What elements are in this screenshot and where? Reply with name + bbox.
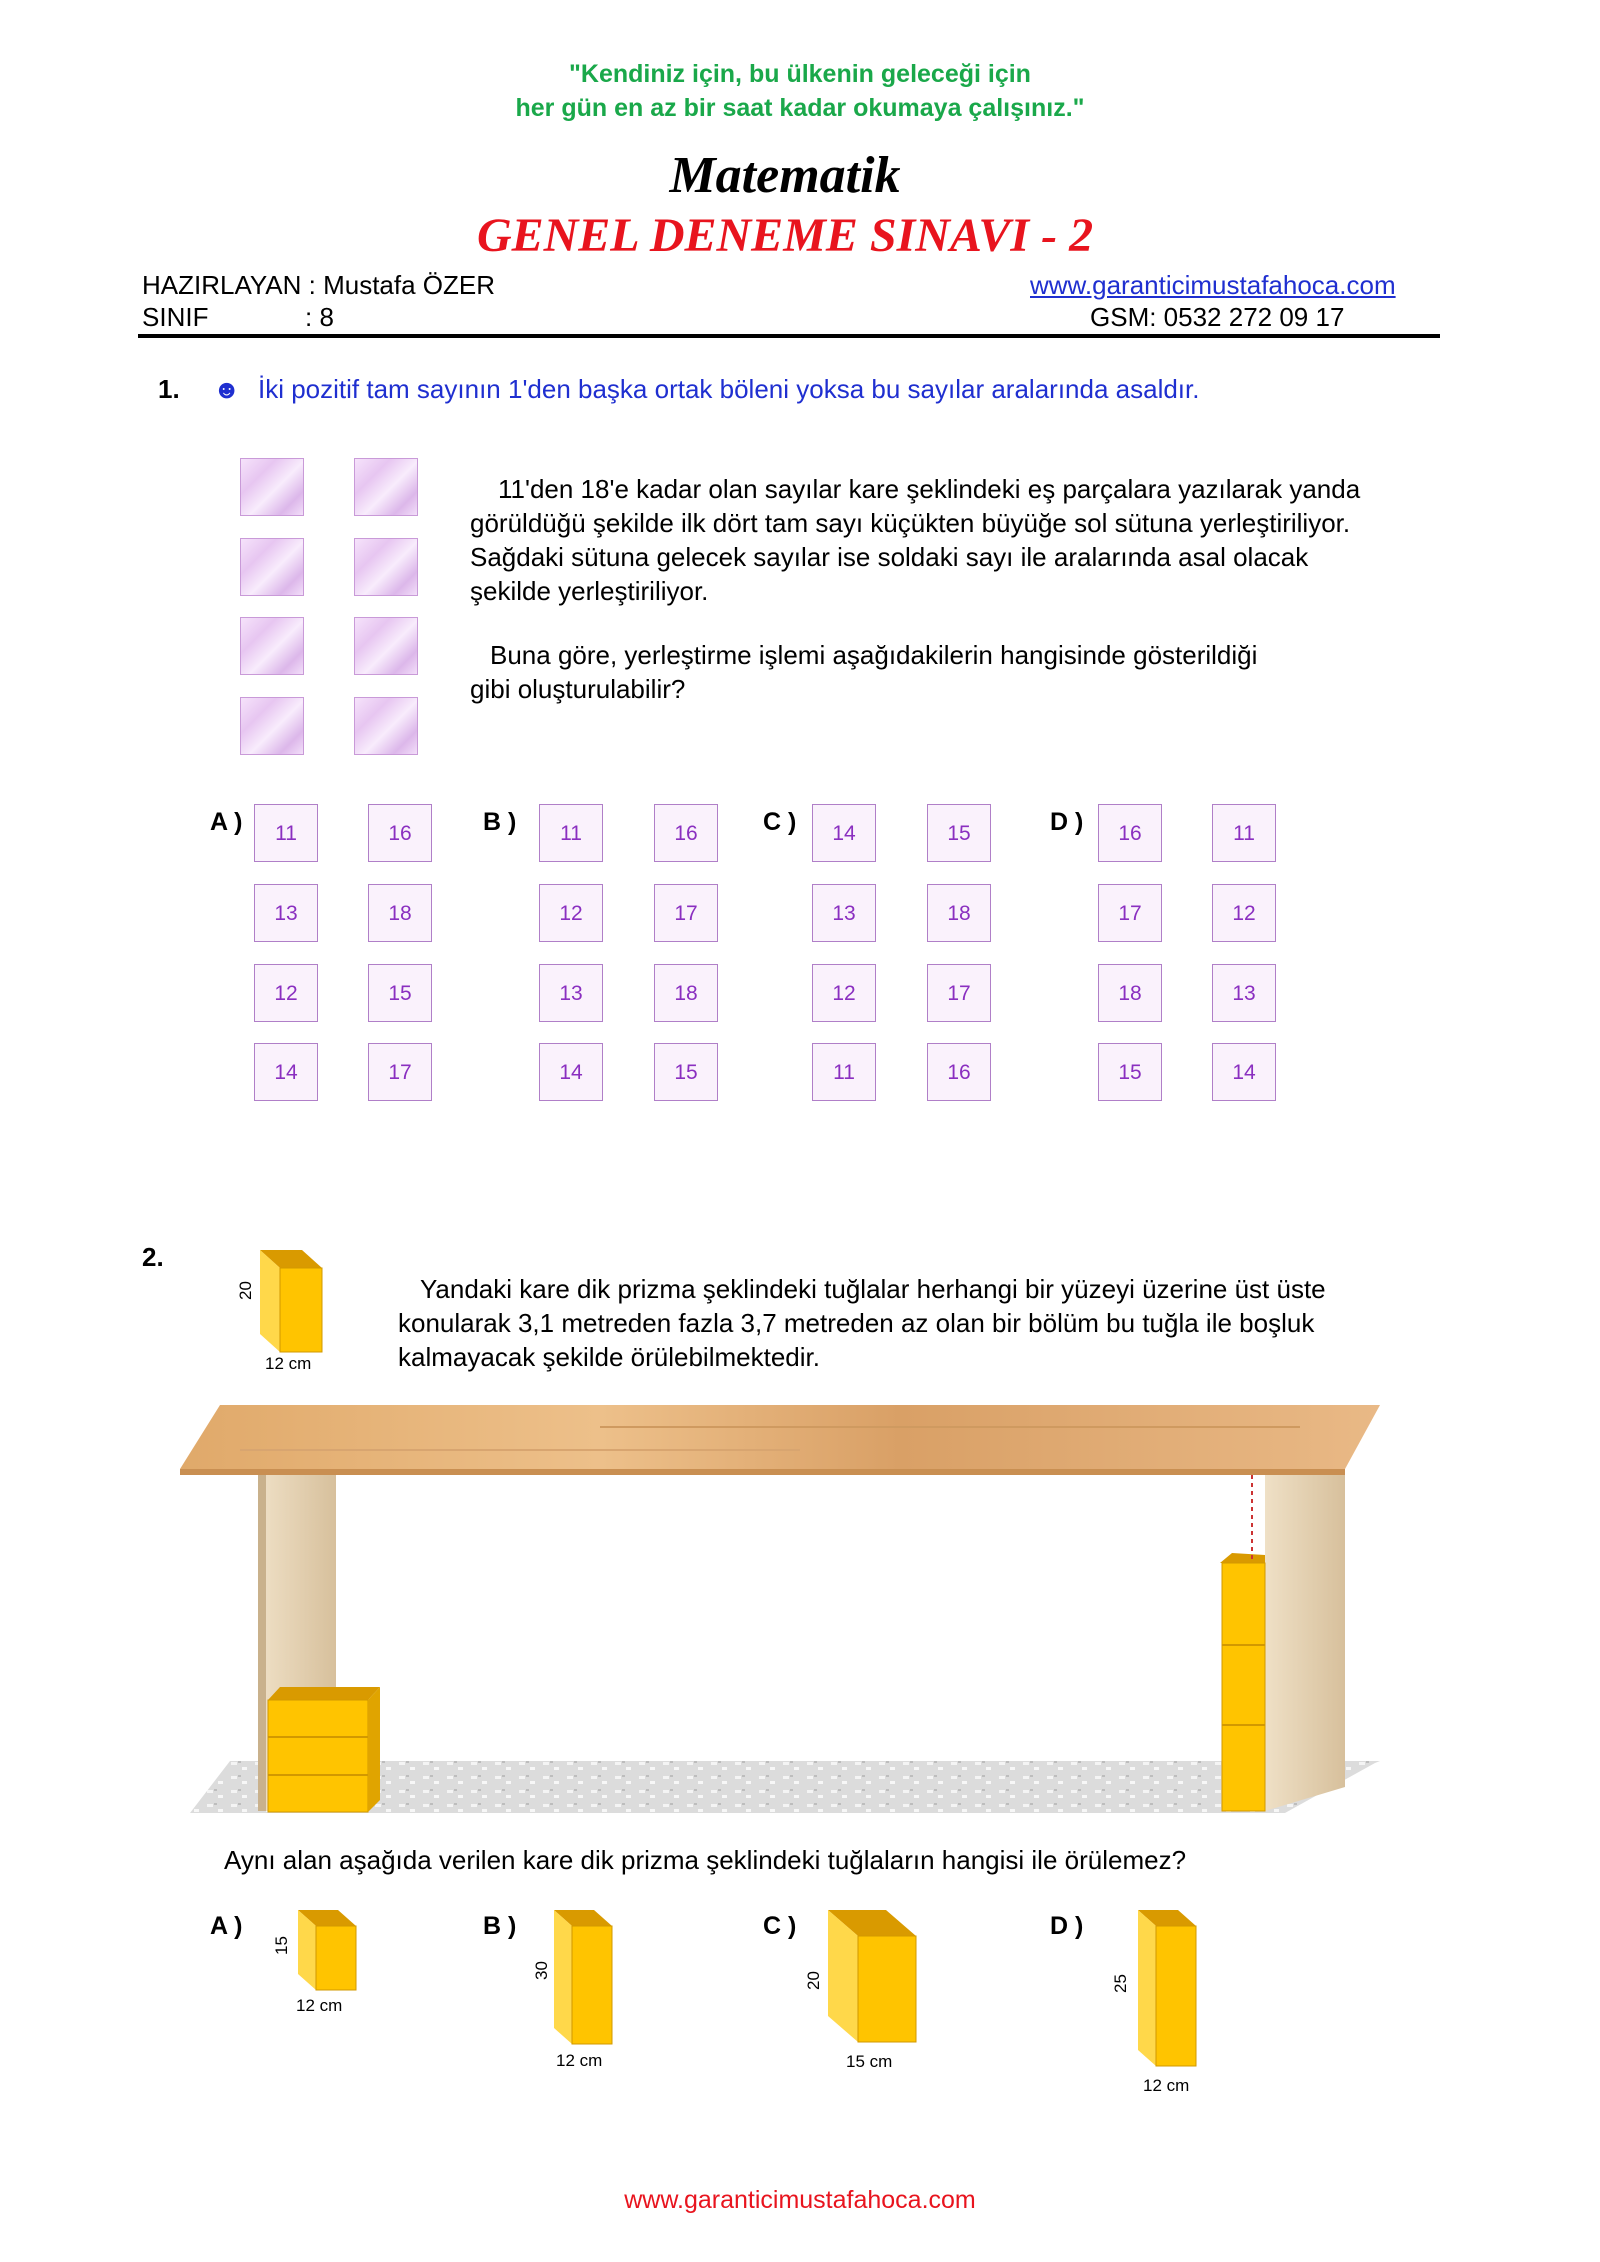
- paragraph-line: şekilde yerleştiriliyor.: [470, 576, 709, 606]
- number-tile: 16: [368, 804, 432, 862]
- sample-brick-icon: [258, 1248, 326, 1354]
- prompt-line: Buna göre, yerleştirme işlemi aşağıdakilerin hangisinde gösterildiği: [490, 640, 1258, 670]
- blank-tile: [240, 697, 304, 755]
- question-1-paragraph: [470, 472, 1430, 608]
- subject-title: Matematik: [669, 147, 901, 204]
- q2-option-b-height: 30: [532, 1961, 551, 1980]
- class-label: SINIF: [142, 302, 209, 332]
- paragraph-line: Sağdaki sütuna gelecek sayılar ise soldaki sayı ile aralarında asal olacak: [470, 542, 1309, 572]
- q2-option-a-label[interactable]: A ): [210, 1912, 243, 1940]
- number-tile: 12: [812, 964, 876, 1022]
- number-tile: 11: [254, 804, 318, 862]
- blank-tile: [240, 538, 304, 596]
- number-tile: 17: [1098, 884, 1162, 942]
- number-tile: 14: [254, 1043, 318, 1101]
- prompt-line: gibi oluşturulabilir?: [470, 674, 686, 704]
- number-tile: 16: [1098, 804, 1162, 862]
- number-tile: 18: [368, 884, 432, 942]
- motto-line-1: "Kendiniz için, bu ülkenin geleceği için: [569, 60, 1031, 88]
- q2-option-b-brick-icon[interactable]: [552, 1908, 614, 2046]
- number-tile: 15: [927, 804, 991, 862]
- q1-option-a-label[interactable]: A ): [210, 808, 243, 836]
- q2-option-d-width: 12 cm: [1143, 2076, 1190, 2095]
- number-tile: 12: [1212, 884, 1276, 942]
- sample-brick-height: 20: [236, 1281, 255, 1300]
- number-tile: 15: [1098, 1043, 1162, 1101]
- number-tile: 17: [368, 1043, 432, 1101]
- sample-brick-width: 12 cm: [265, 1354, 312, 1373]
- footer-website-link[interactable]: www.garanticimustafahoca.com: [624, 2186, 976, 2214]
- q2-option-d-label[interactable]: D ): [1050, 1912, 1084, 1940]
- number-tile: 16: [654, 804, 718, 862]
- number-tile: 13: [254, 884, 318, 942]
- number-tile: 18: [927, 884, 991, 942]
- paragraph-line: 11'den 18'e kadar olan sayılar kare şeklindeki eş parçalara yazılarak yanda: [498, 474, 1361, 504]
- q2-option-a-width: 12 cm: [296, 1996, 343, 2015]
- number-tile: 18: [1098, 964, 1162, 1022]
- exam-title: GENEL DENEME SINAVI - 2: [476, 209, 1094, 262]
- paragraph-line: kalmayacak şekilde örülebilmektedir.: [398, 1342, 820, 1372]
- paragraph-line: Yandaki kare dik prizma şeklindeki tuğlalar herhangi bir yüzeyi üzerine üst üste: [420, 1274, 1326, 1304]
- number-tile: 18: [654, 964, 718, 1022]
- class-value: : 8: [305, 302, 334, 332]
- question-1-prompt: [470, 638, 1430, 706]
- number-tile: 14: [812, 804, 876, 862]
- number-tile: 13: [812, 884, 876, 942]
- coprime-definition: İki pozitif tam sayının 1'den başka ortak böleni yoksa bu sayılar aralarında asaldır.: [258, 374, 1200, 404]
- smiley-icon: ☻: [213, 374, 241, 404]
- q2-option-d-brick-icon[interactable]: [1136, 1908, 1198, 2068]
- blank-tile: [354, 697, 418, 755]
- q2-option-b-label[interactable]: B ): [483, 1912, 517, 1940]
- paragraph-line: görüldüğü şekilde ilk dört tam sayı küçükten büyüğe sol sütuna yerleştiriliyor.: [470, 508, 1351, 538]
- q1-option-b-label[interactable]: B ): [483, 808, 517, 836]
- header-website-link[interactable]: www.garanticimustafahoca.com: [1030, 270, 1396, 300]
- question-2-paragraph: [398, 1272, 1438, 1374]
- q1-option-c-label[interactable]: C ): [763, 808, 797, 836]
- q2-option-a-brick-icon[interactable]: [296, 1908, 358, 1992]
- gsm-number: GSM: 0532 272 09 17: [1090, 302, 1345, 332]
- header-divider: [138, 334, 1440, 338]
- question-1-number: 1.: [158, 374, 180, 404]
- q2-option-b-width: 12 cm: [556, 2051, 603, 2070]
- number-tile: 17: [927, 964, 991, 1022]
- blank-tile: [354, 458, 418, 516]
- blank-tile: [240, 617, 304, 675]
- blank-tile: [354, 617, 418, 675]
- q2-option-c-brick-icon[interactable]: [826, 1908, 918, 2044]
- number-tile: 16: [927, 1043, 991, 1101]
- motto-line-2: her gün en az bir saat kadar okumaya çalışınız.": [515, 94, 1085, 122]
- number-tile: 17: [654, 884, 718, 942]
- question-2-prompt: Aynı alan aşağıda verilen kare dik prizma şeklindeki tuğlaların hangisi ile örülemez?: [224, 1845, 1187, 1875]
- number-tile: 12: [254, 964, 318, 1022]
- wall-gap-illustration: [180, 1395, 1395, 1815]
- number-tile: 14: [1212, 1043, 1276, 1101]
- q2-option-c-width: 15 cm: [846, 2052, 893, 2071]
- number-tile: 11: [539, 804, 603, 862]
- q2-option-a-height: 15: [272, 1936, 291, 1955]
- author-label: HAZIRLAYAN : Mustafa ÖZER: [142, 270, 496, 300]
- number-tile: 13: [1212, 964, 1276, 1022]
- q2-option-c-label[interactable]: C ): [763, 1912, 797, 1940]
- question-2-number: 2.: [142, 1242, 164, 1272]
- q2-option-c-height: 20: [804, 1971, 823, 1990]
- number-tile: 11: [1212, 804, 1276, 862]
- number-tile: 13: [539, 964, 603, 1022]
- number-tile: 11: [812, 1043, 876, 1101]
- blank-tile: [240, 458, 304, 516]
- number-tile: 14: [539, 1043, 603, 1101]
- blank-tile: [354, 538, 418, 596]
- q2-option-d-height: 25: [1111, 1974, 1130, 1993]
- number-tile: 15: [368, 964, 432, 1022]
- number-tile: 12: [539, 884, 603, 942]
- q1-option-d-label[interactable]: D ): [1050, 808, 1084, 836]
- paragraph-line: konularak 3,1 metreden fazla 3,7 metreden az olan bir bölüm bu tuğla ile boşluk: [398, 1308, 1315, 1338]
- number-tile: 15: [654, 1043, 718, 1101]
